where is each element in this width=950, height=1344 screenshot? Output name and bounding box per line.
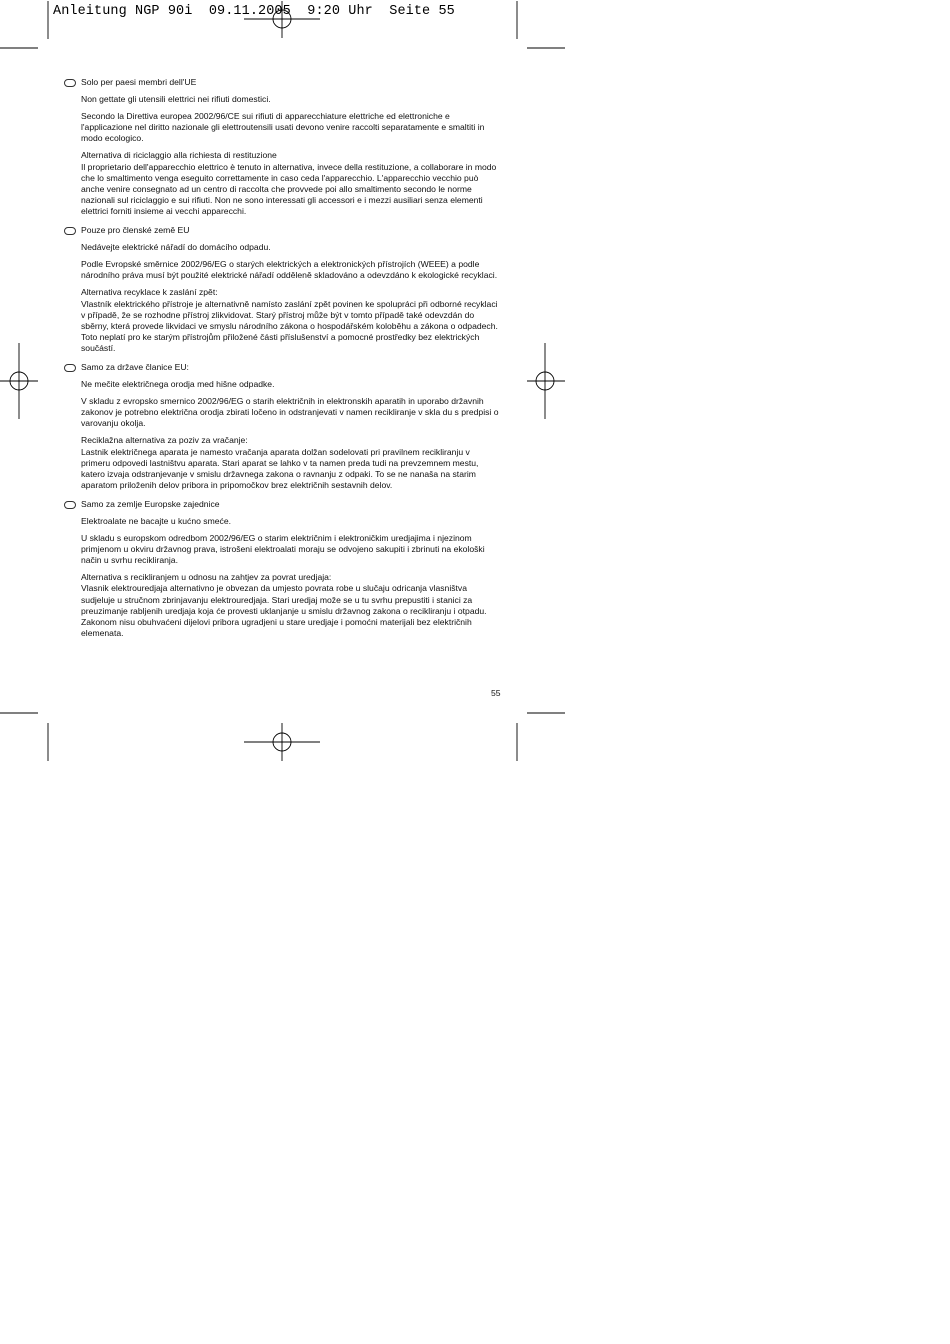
section-alternative-title: Reciklažna alternativa za poziv za vračanje: [81,435,248,446]
section-title: Samo za zemlje Europske zajednice [81,498,220,509]
section-paragraph: U skladu s europskom odredbom 2002/96/EG o starim električnim i elektroničkim uredjajima i njezinom primjenom u okviru državnog prava, istrošeni elektroalati moraju se odvojeno sakupiti i zbrinuti na ekološki način u svrhu recikliranja. [81,533,485,566]
section-paragraph: Ne mečite električnega orodja med hišne odpadke. [81,379,275,390]
registration-target-icon [0,343,38,419]
section-paragraph: Non gettate gli utensili elettrici nei rifiuti domestici. [81,94,271,105]
section-croatian [81,499,501,639]
registration-target-icon [244,1,320,38]
section-paragraph: Secondo la Direttiva europea 2002/96/CE sui rifiuti di apparecchiature elettriche ed elettroniche e l'applicazione nel diritto nazionale gli elettroutensili usati devono venire raccolti separatamente e smaltiti in modo ecologico. [81,111,485,144]
section-slovenian [81,362,501,491]
section-alternative-title: Alternativa s recikliranjem u odnosu na zahtjev za povrat uredjaja: [81,572,332,583]
section-title: Samo za države članice EU: [81,361,189,372]
croatia-country-badge-icon [64,501,76,509]
section-alternative-body: Il proprietario dell'apparecchio elettrico è tenuto in alternativa, invece della restituzione, a collaborare in modo che lo smaltimento venga eseguito correttamente in caso ceda l'apparecchio. L'apparecchio vecchio può anche venire consegnato ad un centro di raccolta che provvede poi allo smaltimento secondo le norme nazionali sul riciclaggio e sui rifiuti. Non ne sono interessati gli accessori e i mezzi ausiliari senza elementi elettrici forniti insieme ai vecchi apparecchi. [81,161,497,216]
section-alternative-body: Vlastník elektrického přístroje je alternativně namísto zaslání zpět povinen ke spolupráci při odborné recyklaci v případě, že se rozhodne přístroj zlikvidovat. Starý přístroj může být v tomto případě také odevzdán do sběrny, která provede likvidaci ve smyslu národního zákona o hospodářském koloběhu a zákona o odpadech. Toto neplatí pro ke starým přístrojům přiložené části příslušenství a pomocné prostředky bez elektrických součástí. [81,298,498,353]
slovenia-country-badge-icon [64,364,76,372]
czech-country-badge-icon [64,227,76,235]
page-number: 55 [491,688,501,698]
section-alternative-title: Alternativa di riciclaggio alla richiesta di restituzione [81,150,277,161]
section-paragraph: Podle Evropské směrnice 2002/96/EG o starých elektrických a elektronických přístrojích (WEEE) a podle národního práva musí být použité elektrické nářadí odděleně skladováno a odevzdáno k ekologické recyklaci. [81,259,498,281]
registration-target-icon [244,723,320,761]
section-alternative-body: Vlasnik elektrouredjaja alternativno je obvezan da umjesto povrata robe u slučaju odricanja vlasništva sudjeluje u stručnom zbrinjavanju elektrouredjaja. Stari uredjaj može se u tu svrhu prepustiti i stanici za preuzimanje rabljenih uredjaja koja će provesti uklanjanje u smislu državnog zakona o recikliranju i otpadu. Zakonom nisu obuhvaćeni dijelovi pribora ugradjeni u stare uredjaje i pomoćni materijali bez električnih elemenata. [81,583,487,638]
section-title: Pouze pro členské země EU [81,225,190,236]
section-paragraph: V skladu z evropsko smernico 2002/96/EG o starih električnih in elektronskih aparatih in uporabo državnih zakonov je potrebno električna orodja zbirati ločeno in odstranjevati v namen recikliranje v skla du s predpisi o varovanju okolja. [81,396,499,429]
registration-target-icon [527,343,565,419]
print-header: Anleitung NGP 90i 09.11.2005 9:20 Uhr Seite 55 [53,4,455,19]
section-alternative-body: Lastnik električnega aparata je namesto vračanja aparata dolžan sodelovati pri pravilnem recikliranju v primeru odpovedi lastništvu aparata. Stari aparat se lahko v ta namen preda tudi na prevzemnem mestu, katero izvaja odstranjevanje v smislu državnega zakona o ravnanju z odpaki. To se ne nanaša na starim aparatom priloženih delov pribora in pripomočkov brez električnih sestavnih delov. [81,446,479,490]
section-czech [81,225,501,354]
section-paragraph: Nedávejte elektrické nářadí do domácího odpadu. [81,242,271,253]
section-title: Solo per paesi membri dell'UE [81,77,197,87]
section-italian [81,77,501,217]
document-body [81,77,501,645]
section-paragraph: Elektroalate ne bacajte u kućno smeće. [81,516,232,526]
italy-country-badge-icon [64,79,76,87]
section-alternative-title: Alternativa recyklace k zaslání zpět: [81,287,218,298]
